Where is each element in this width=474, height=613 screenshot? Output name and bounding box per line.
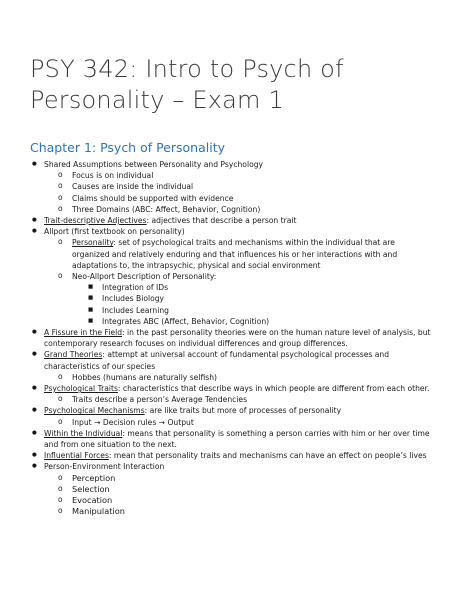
sub-item: o Traits describe a person’s Average Tendencies (56, 394, 434, 405)
document-title (30, 54, 434, 116)
sub-item: o Focus is on individual (56, 170, 434, 181)
sub-item: o Three Domains (ABC: Affect, Behavior, Cognition) (56, 204, 434, 215)
sub-item: o Perception (56, 473, 434, 484)
sub-item: o Input → Decision rules → Output (56, 417, 434, 428)
list-item: ● Trait-descriptive Adjectives: adjectives that describe a person trait (30, 215, 434, 226)
list-item: ● Person-Environment Interaction o Perception o Selection o Evocation o Manipulation (30, 461, 434, 517)
sub-sub-item: ■ Includes Biology (86, 293, 434, 304)
sub-sub-item: ■ Integrates ABC (Affect, Behavior, Cognition) (86, 316, 434, 327)
notes-list (30, 159, 434, 518)
sub-item: o Manipulation (56, 506, 434, 517)
list-item: ● Psychological Traits: characteristics that describe ways in which people are different from each other. o Traits describe a person’s Average Tendencies (30, 383, 434, 405)
sub-item: o Neo-Allport Description of Personality: ■ Integration of IDs ■ Includes Biology ■ Includes Learning ■ Integrates ABC (Affect, Behavior, Cognition) (56, 271, 434, 327)
list-item: ● Within the Individual: means that personality is something a person carries with him or her over time and from one situation to the next. (30, 428, 434, 450)
list-item: ● Influential Forces: mean that personality traits and mechanisms can have an effect on people’s lives (30, 450, 434, 461)
sub-sub-item: ■ Includes Learning (86, 305, 434, 316)
sub-item: o Personality: set of psychological traits and mechanisms within the individual that are organized and relatively enduring and that influences his or her interactions with and adaptations to, the intrapsychic, physical and social environment (56, 237, 434, 271)
list-item: ● Allport (first textbook on personality) o Personality: set of psychological traits and mechanisms within the individual that are organized and relatively enduring and that influences his or her interactions with and adaptations to, the intrapsychic, physical and social environment o Neo-Allport Description of Personality: ■ Integration of IDs ■ Includes Biology ■ Includes Learning ■ Integrates ABC (Affect, Behavior, Cognition) (30, 226, 434, 327)
sub-sub-item: ■ Integration of IDs (86, 282, 434, 293)
title-line-1: PSY 342: Intro to Psych of (30, 55, 344, 83)
sub-item: o Evocation (56, 495, 434, 506)
sub-item: o Causes are inside the individual (56, 181, 434, 192)
list-item: ● A Fissure in the Field: in the past personality theories were on the human nature level of analysis, but contemporary research focuses on individual differences and group differences. (30, 327, 434, 349)
list-item: ● Psychological Mechanisms: are like traits but more of processes of personality o Input → Decision rules → Output (30, 405, 434, 427)
sub-item: o Hobbes (humans are naturally selfish) (56, 372, 434, 383)
sub-item: o Claims should be supported with evidence (56, 193, 434, 204)
chapter-heading: Chapter 1: Psych of Personality (30, 140, 226, 155)
sub-item: o Selection (56, 484, 434, 495)
title-line-2: Personality – Exam 1 (30, 86, 284, 114)
list-item: ● Grand Theories: attempt at universal account of fundamental psychological processes and characteristics of our species o Hobbes (humans are naturally selfish) (30, 349, 434, 383)
list-item: ● Shared Assumptions between Personality and Psychology o Focus is on individual o Causes are inside the individual o Claims should be supported with evidence o Three Domains (ABC: Affect, Behavior, Cognition) (30, 159, 434, 215)
